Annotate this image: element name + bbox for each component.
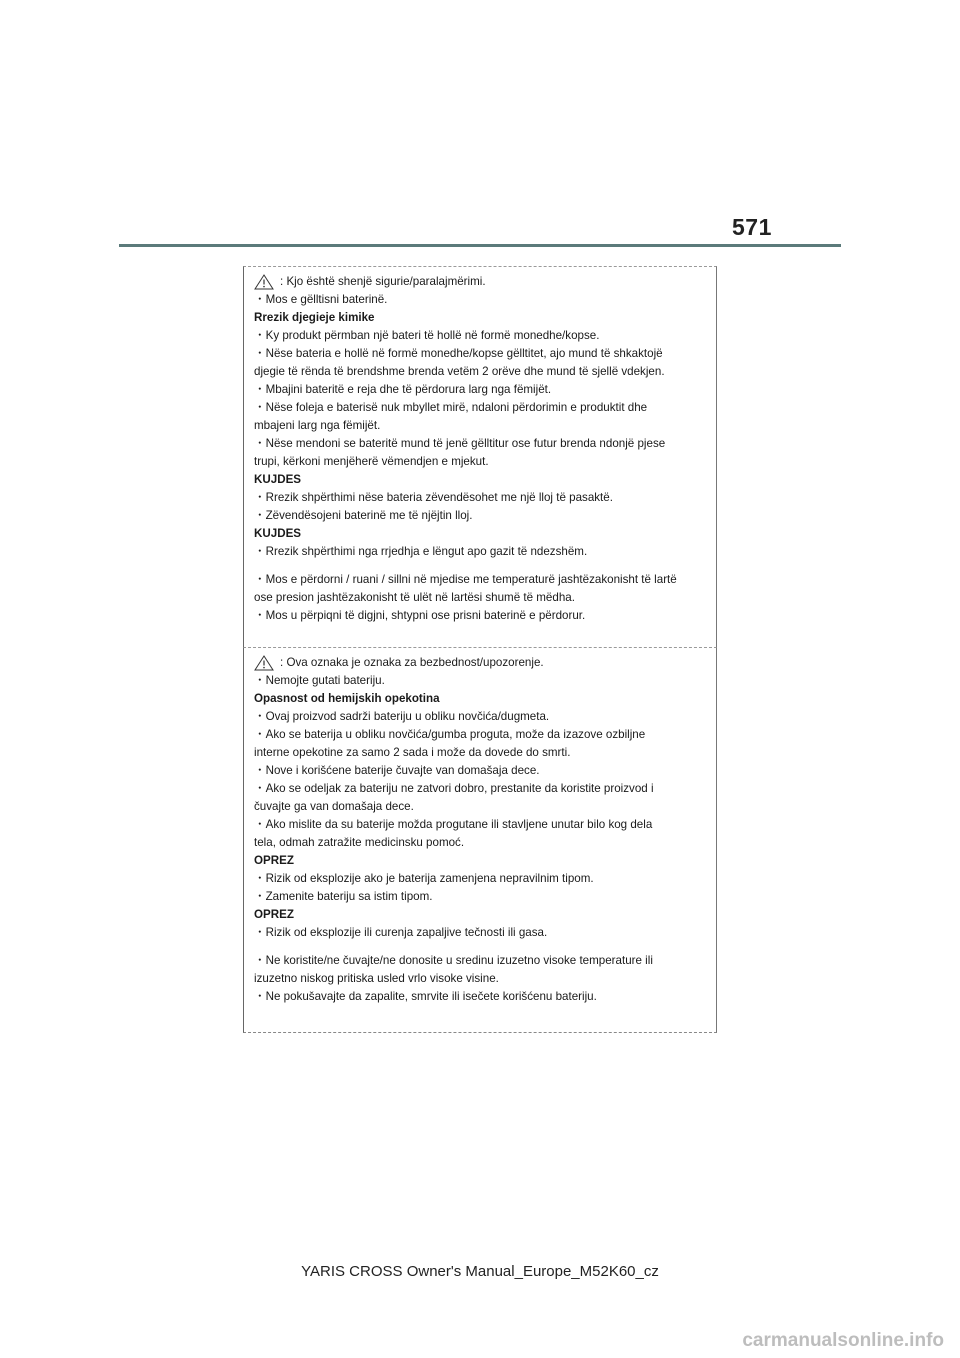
warning-text-line: ・Ako se baterija u obliku novčića/gumba proguta, može da izazove ozbiljne — [254, 728, 646, 741]
albanian-warning-header-text: : Kjo është shenjë sigurie/paralajmërimi. — [280, 275, 486, 288]
albanian-warning-content — [254, 273, 710, 625]
warning-text-line: izuzetno niskog pritiska usled vrlo visoke visine. — [254, 972, 499, 985]
section-heading: OPREZ — [254, 854, 294, 867]
section-heading: KUJDES — [254, 473, 302, 486]
watermark: carmanualsonline.info — [742, 1330, 944, 1351]
warning-text-line: ・Ako se odeljak za bateriju ne zatvori dobro, prestanite da koristite proizvod i — [254, 782, 654, 795]
warning-triangle-icon — [254, 655, 274, 671]
section-heading: KUJDES — [254, 527, 302, 540]
warning-text-line: ・Mos u përpiqni të digjni, shtypni ose prisni baterinë e përdorur. — [254, 609, 586, 622]
serbian-warning-header-text: : Ova oznaka je oznaka za bezbednost/upozorenje. — [280, 656, 544, 669]
warning-text-line: ・Rizik od eksplozije ako je baterija zamenjena nepravilnim tipom. — [254, 872, 594, 885]
warning-text-line: ・Rizik od eksplozije ili curenja zapaljive tečnosti ili gasa. — [254, 926, 548, 939]
warning-text-line: ・Zëvendësojeni baterinë me të njëjtin lloj. — [254, 509, 473, 522]
warning-text-line: ・Nëse mendoni se bateritë mund të jenë gëlltitur ose futur brenda ndonjë pjese — [254, 437, 666, 450]
warning-text-line: interne opekotine za samo 2 sada i može da dovede do smrti. — [254, 746, 571, 759]
serbian-warning-header — [254, 654, 710, 672]
albanian-warning-header — [254, 273, 710, 291]
serbian-warning-box — [243, 647, 717, 1033]
albanian-warning-box — [243, 266, 717, 647]
warning-text-line: ・Ovaj proizvod sadrži bateriju u obliku novčića/dugmeta. — [254, 710, 550, 723]
serbian-warning-lines — [254, 672, 710, 1006]
warning-text-line: ・Mos e përdorni / ruani / sillni në mjedise me temperaturë jashtëzakonisht të lartë — [254, 573, 677, 586]
section-heading: OPREZ — [254, 908, 294, 921]
albanian-warning-lines — [254, 291, 710, 625]
warning-text-line: ・Ne koristite/ne čuvajte/ne donosite u sredinu izuzetno visoke temperature ili — [254, 954, 653, 967]
header-rule — [119, 244, 841, 247]
page-number: 571 — [732, 214, 772, 240]
warning-text-line: ・Zamenite bateriju sa istim tipom. — [254, 890, 433, 903]
footer-manual-title: YARIS CROSS Owner's Manual_Europe_M52K60_cz — [301, 1263, 659, 1280]
warning-text-line: ・Nove i korišćene baterije čuvajte van domašaja dece. — [254, 764, 540, 777]
warning-text-line: djegie të rënda të brendshme brenda vetëm 2 orëve dhe mund të sjellë vdekjen. — [254, 365, 665, 378]
warning-text-line: ・Nëse foleja e baterisë nuk mbyllet mirë, ndaloni përdorimin e produktit dhe — [254, 401, 648, 414]
warning-text-line: tela, odmah zatražite medicinsku pomoć. — [254, 836, 465, 849]
warning-text-line: ・Mbajini bateritë e reja dhe të përdorura larg nga fëmijët. — [254, 383, 552, 396]
warning-text-line: ose presion jashtëzakonisht të ulët në lartësi shumë të mëdha. — [254, 591, 575, 604]
warning-text-line: ・Nëse bateria e hollë në formë monedhe/kopse gëlltitet, ajo mund të shkaktojë — [254, 347, 663, 360]
warning-text-line: ・Rrezik shpërthimi nëse bateria zëvendësohet me një lloj të pasaktë. — [254, 491, 613, 504]
warning-text-line: ・Mos e gëlltisni baterinë. — [254, 293, 388, 306]
warning-triangle-icon — [254, 274, 274, 290]
warning-text-line: ・Ky produkt përmban një bateri të hollë në formë monedhe/kopse. — [254, 329, 600, 342]
warning-text-line: trupi, kërkoni menjëherë vëmendjen e mjekut. — [254, 455, 489, 468]
warning-text-line: čuvajte ga van domašaja dece. — [254, 800, 414, 813]
warning-text-line: ・Nemojte gutati bateriju. — [254, 674, 385, 687]
section-heading: Rrezik djegieje kimike — [254, 311, 375, 324]
warning-text-line: ・Ne pokušavajte da zapalite, smrvite ili isečete korišćenu bateriju. — [254, 990, 597, 1003]
serbian-warning-content — [254, 654, 710, 1006]
warning-text-line: ・Rrezik shpërthimi nga rrjedhja e lëngut apo gazit të ndezshëm. — [254, 545, 588, 558]
warning-text-line: ・Ako mislite da su baterije možda progutane ili stavljene unutar bilo kog dela — [254, 818, 653, 831]
warning-text-line: mbajeni larg nga fëmijët. — [254, 419, 381, 432]
section-heading: Opasnost od hemijskih opekotina — [254, 692, 440, 705]
